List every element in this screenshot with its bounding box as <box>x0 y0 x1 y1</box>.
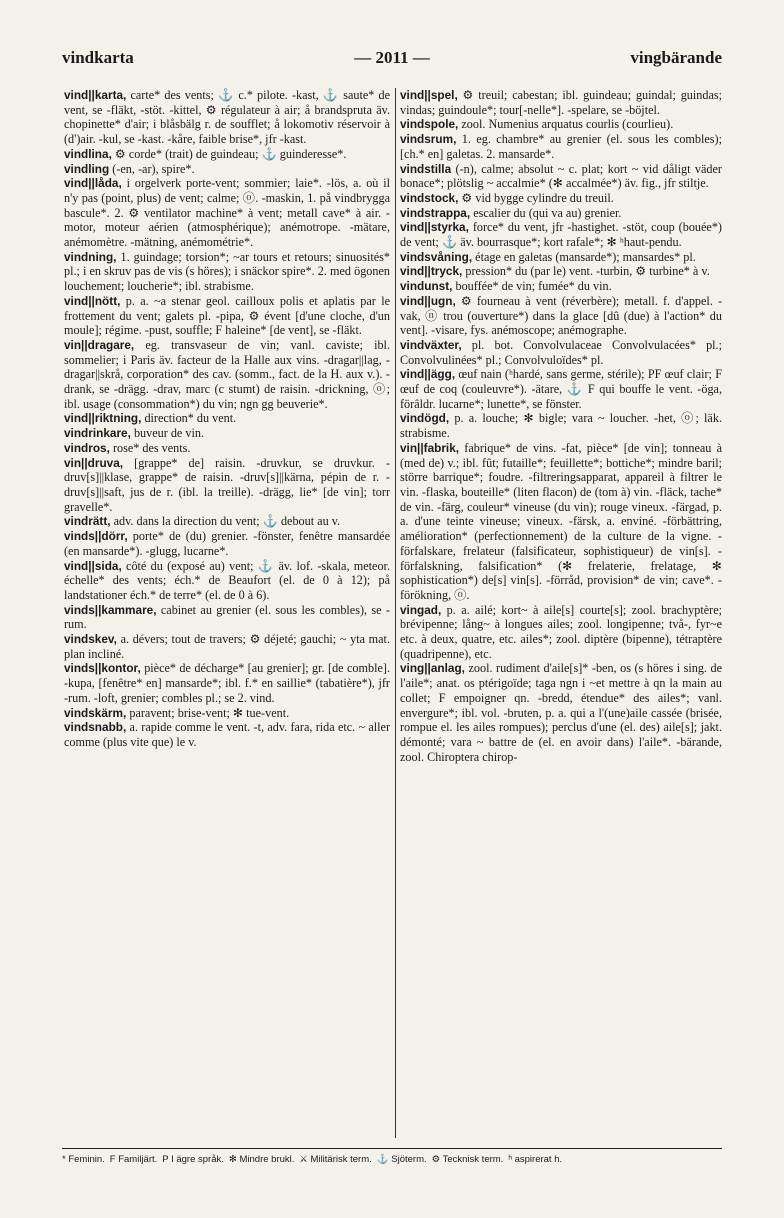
dictionary-entry <box>64 720 390 749</box>
legend-item: ⚔ Militärisk term. <box>299 1154 372 1165</box>
entry-definition: 1. eg. chambre* au grenier (el. sous les combles); [ch.* en] galetas. 2. mansarde*. <box>400 132 722 161</box>
legend-item: P I ägre språk. <box>162 1154 224 1165</box>
entry-definition: ⚙ vid bygge cylindre du treuil. <box>458 190 614 205</box>
entry-definition: (-n), calme; absolut ~ c. plat; kort ~ vid dåligt väder bonace*; plötslig ~ accalmie* (✻ accalmée*) äv. fig., jfr stiltje. <box>400 161 722 191</box>
legend-item: * Feminin. <box>62 1154 105 1165</box>
entry-headword: vinds||kammare, <box>64 602 157 617</box>
entry-definition: a. dévers; tout de travers; ⚙ déjeté; gauchi; ~ yta mat. plan incliné. <box>64 632 390 661</box>
dictionary-entry <box>400 191 722 206</box>
dictionary-entry <box>64 661 390 705</box>
dictionary-entry <box>400 162 722 191</box>
legend-item: ⚓ Sjöterm. <box>376 1154 427 1165</box>
entry-definition: zool. rudiment d'aile[s]* -ben, os (s höres i sing. de l'aile*; anat. os ptérigoïde; taga ngn i ~et mettre à qn la main au collet; F empoigner qn. -bredd, étendue* des ailes*; vanl. envergure*; ibl. vol. -bruten, p. a. qui a l'(une)aile cassée (brisée, rompue el. les ailes rompues); perclus d'une (el. des) aile[s]; jakt. démonté; vara ~ battre de (el. en avoir dans) l'aile*. -bärande, zool. Chiroptera chirop- <box>400 661 722 764</box>
entry-definition: p. a. ~a stenar geol. cailloux polis et aplatis par le frottement du vent; galets pl. -pipa, ⚙ évent [d'une cloche, d'un moule]; régime. -pust, souffle; F haleine* [de vent], se -fläkt. <box>64 293 390 338</box>
dictionary-entry <box>64 559 390 603</box>
entry-headword: vind||tryck, <box>400 264 463 279</box>
entry-headword: vind||karta, <box>64 88 127 102</box>
entry-headword: vind||nött, <box>64 293 121 308</box>
entry-definition: pression* du (par le) vent. -turbin, ⚙ turbine* à v. <box>462 264 710 279</box>
dictionary-entry <box>400 117 722 132</box>
entry-definition: escalier du (qui va au) grenier. <box>470 205 622 220</box>
entry-definition: ⚙ fourneau à vent (réverbère); metall. f. d'appel. -vak, ⓝ trou (ouverture*) dans la glace [dû (due) à l'action* du vent]. -visare, fys. anémoscope; anémographe. <box>400 293 722 338</box>
entry-definition: a. rapide comme le vent. -t, adv. fara, rida etc. ~ aller comme (plus vite que) le v. <box>64 720 390 749</box>
dictionary-entry <box>64 176 390 250</box>
legend-item: ʰ aspirerat h. <box>508 1154 563 1165</box>
dictionary-entry <box>400 220 722 249</box>
dictionary-entry <box>64 162 390 177</box>
entry-definition: pl. bot. Convolvulaceae Convolvulacées* pl.; Convolvulinées* pl.; Convolvuloïdes* pl. <box>400 337 722 367</box>
dictionary-entry <box>64 147 390 162</box>
entry-headword: vin||fabrik, <box>400 440 460 455</box>
entry-definition: paravent; brise-vent; ✻ tue-vent. <box>126 705 290 720</box>
header-last-word: vingbärande <box>630 48 722 67</box>
entry-definition: p. a. ailé; kort~ à aile[s] courte[s]; zool. brachyptère; brévipenne; lång~ à longues ailes; zool. longipenne; två-, fyr~e etc. à deux, quatre, etc. ailes*; zool. diptère (bipenne), tétraptère (quadripenne), etc. <box>400 602 722 661</box>
entry-definition: porte* de (du) grenier. -fönster, fenêtre mansardée (en mansarde*). -glugg, lucarne*. <box>64 529 390 558</box>
entry-headword: vind||styrka, <box>400 220 469 235</box>
dictionary-entry <box>400 338 722 367</box>
entry-headword: vind||låda, <box>64 176 122 191</box>
dictionary-entry <box>64 603 390 632</box>
entry-headword: vind||ugn, <box>400 293 456 308</box>
entry-headword: vindling <box>64 161 110 176</box>
entry-definition: p. a. louche; ✻ bigle; vara ~ loucher. -het, ⓞ; läk. strabisme. <box>400 411 722 441</box>
entry-definition: ⚙ corde* (trait) de guindeau; ⚓ guinderesse*. <box>111 146 347 161</box>
dictionary-entry <box>64 411 390 426</box>
entry-headword: vindros, <box>64 440 110 455</box>
entry-headword: vingad, <box>400 602 442 617</box>
entry-headword: vindsnabb, <box>64 720 127 735</box>
entry-definition: 1. guindage; torsion*; ~ar tours et retours; sinuosités* pl.; i en skruv pas de vis (s höres); i snäckor spire*. 2. med ögonen louchement; loucherie*; ibl. strabisme. <box>64 249 390 294</box>
entry-definition: cabinet au grenier (el. sous les combles), se -rum. <box>64 602 390 632</box>
header-first-word: vindkarta <box>62 48 134 67</box>
dictionary-entry <box>64 632 390 661</box>
dictionary-entry <box>64 441 390 456</box>
dictionary-entry <box>400 132 722 161</box>
entry-definition: côté du (exposé au) vent; ⚓ äv. lof. -skala, meteor. échelle* des vents; éch.* de Beaufort (el. de 0 à 12); på landstationer éch.* de terre* (el. de 0 à 6). <box>64 558 390 602</box>
dictionary-entry <box>400 250 722 265</box>
dictionary-entry <box>64 456 390 515</box>
dictionary-entry <box>400 88 722 117</box>
entry-headword: vindstock, <box>400 190 459 205</box>
entry-definition: rose* des vents. <box>109 440 191 455</box>
entry-definition: [grappe* de] raisin. -druvkur, se druvkur. -druv[s]||klase, grappe* de raisin. -druv[s]||kärna, pépin de r. -druv[s]||saft, jus de r. (ibl. la treille). -drägg, lie* [de vin]; torr gravelle*. <box>64 455 390 514</box>
entry-definition: étage en galetas (mansarde*); mansardes* pl. <box>472 249 696 264</box>
entry-headword: vinds||kontor, <box>64 661 141 676</box>
legend-item: ✻ Mindre brukl. <box>228 1154 295 1165</box>
entry-headword: vin||druva, <box>64 455 124 470</box>
entry-headword: vind||spel, <box>400 88 458 102</box>
entry-headword: vindrätt, <box>64 514 111 529</box>
entry-headword: vindskärm, <box>64 705 127 720</box>
dictionary-entry <box>400 206 722 221</box>
right-column <box>400 88 722 764</box>
legend-item: F Familjärt. <box>109 1154 158 1165</box>
abbreviation-legend <box>62 1154 732 1165</box>
page-header <box>62 48 722 72</box>
entry-headword: vin||dragare, <box>64 337 135 352</box>
entry-definition: i orgelverk porte-vent; sommier; laie*. -lös, a. où il n'y pas (point, plus) de vent; calme; ⓞ. -maskin, 1. på vindbrygga bascule*. 2. ⚙ ventilator machine* à vent; metall cave* à air. -motor, moteur aérien (atmosphérique); anémotrope. -mätare, anémomètre. -mätning, anémométrie*. <box>64 176 390 250</box>
entry-definition: carte* des vents; ⚓ c.* pilote. -kast, ⚓ saute* de vent, se -fläkt, -stöt. -kittel, ⚙ régulateur à air; å brandspruta äv. chopinette* d'air; i blåsbälg r. de soufflet; å lokomotiv réservoir à (d')air. -kul, se -kast. -kåre, faible brise*, jfr -kast. <box>64 88 390 147</box>
legend-item: ⚙ Tecknisk term. <box>431 1154 504 1165</box>
entry-definition: adv. dans la direction du vent; ⚓ debout au v. <box>110 514 341 529</box>
entry-headword: vind||ägg, <box>400 367 456 382</box>
entry-definition: œuf nain (ʰhardé, sans germe, stérile); PF œuf clair; F œuf de coq (couleuvre*). -ätare, ⚓ F qui bouffe le vent. -öga, förâldr. lucarne*; lunette*, se fönster. <box>400 367 722 411</box>
entry-headword: vinds||dörr, <box>64 529 128 544</box>
dictionary-entry <box>400 367 722 411</box>
entry-headword: vindögd, <box>400 411 450 426</box>
dictionary-entry <box>400 294 722 338</box>
left-column <box>64 88 390 750</box>
dictionary-entry <box>64 426 390 441</box>
entry-headword: vindstilla <box>400 161 452 176</box>
dictionary-entry <box>400 264 722 279</box>
entry-headword: vind||sida, <box>64 558 122 573</box>
entry-definition: direction* du vent. <box>141 411 237 426</box>
footer-rule <box>62 1148 722 1149</box>
page-number: — 2011 — <box>354 48 430 67</box>
entry-headword: vindunst, <box>400 279 453 294</box>
entry-definition: (-en, -ar), spire*. <box>109 161 195 176</box>
dictionary-entry <box>64 250 390 294</box>
dictionary-entry <box>400 441 722 603</box>
entry-headword: vind||riktning, <box>64 411 142 426</box>
dictionary-entry <box>64 338 390 412</box>
entry-headword: vindning, <box>64 249 117 264</box>
entry-headword: vindsrum, <box>400 132 457 147</box>
dictionary-entry <box>64 514 390 529</box>
entry-definition: pièce* de décharge* [au grenier]; gr. [de comble]. -kupa, [fenêtre* en] mansarde*; ibl. f.* en saillie* (tabatière*), jfr -rum. -loft, grenier; combles pl.; se 2. vind. <box>64 661 390 705</box>
entry-definition: eg. transvaseur de vin; vanl. caviste; ibl. sommelier; i Paris äv. facteur de la Halle aux vins. -dragar||lag, -dragar||skrå, corporation* des cav. (somm., fact. de la H. aux v.). -drank, se -drägg. -drav, marc (c stumt) de raisin. -drickning, ⓞ; ibl. usage (consommation*) du vin; ngn gg beuverie*. <box>64 337 390 411</box>
entry-headword: vindsvåning, <box>400 249 473 264</box>
entry-headword: vindväxter, <box>400 337 462 352</box>
entry-headword: vindrinkare, <box>64 426 131 441</box>
entry-definition: zool. Numenius arquatus courlis (courlieu). <box>458 117 674 132</box>
column-divider <box>395 88 396 1138</box>
dictionary-entry <box>64 706 390 721</box>
dictionary-entry <box>400 279 722 294</box>
entry-definition: force* du vent, jfr -hastighet. -stöt, coup (bouée*) de vent; ⚓ äv. bourrasque*; kort rafale*; ✻ ʰhaut-pendu. <box>400 220 722 250</box>
entry-headword: vindspole, <box>400 117 459 132</box>
dictionary-entry <box>400 661 722 764</box>
entry-definition: buveur de vin. <box>130 426 204 441</box>
entry-definition: fabrique* de vins. -fat, pièce* [de vin]; tonneau à (med de) v.; ibl. fût; futaille*; feuillette*; bottiche*; mindre baril; större barrique*; foudre. -filtreringsapparat, appareil à filtrer le vin. -flaska, bouteille* (liten flacon) de (tom à) vin. -fläck, tache* de vin. -färg, couleur* vineuse (du vin); rouge vineux. -färgad, p. a. d'une teinte vineuse; vineux. -färsk, a. enviné. -förbättring, amélioration* (perfectionnement) de la culture de la vigne. -förfalskare, frelateur (falsificateur, sophistiqueur) de vin[s]. -förfalskning, falsification* (✻ frelaterie, frelatage, ✻ sophistication*) de[s] vin[s]. -förråd, provision* de vin; cave*. -förökning, ⓞ. <box>400 440 722 602</box>
entry-headword: ving||anlag, <box>400 661 465 676</box>
entry-headword: vindstrappa, <box>400 205 471 220</box>
entry-definition: ⚙ treuil; cabestan; ibl. guindeau; guindal; guindas; vindas; guindoule*; tour[-nelle*]. -spelare, se -böjtel. <box>400 88 722 117</box>
entry-headword: vindskev, <box>64 632 117 647</box>
entry-headword: vindlina, <box>64 146 112 161</box>
dictionary-entry <box>64 529 390 558</box>
dictionary-entry <box>400 603 722 662</box>
dictionary-entry <box>400 411 722 440</box>
dictionary-entry <box>64 294 390 338</box>
entry-definition: bouffée* de vin; fumée* du vin. <box>452 279 612 294</box>
dictionary-entry <box>64 88 390 147</box>
